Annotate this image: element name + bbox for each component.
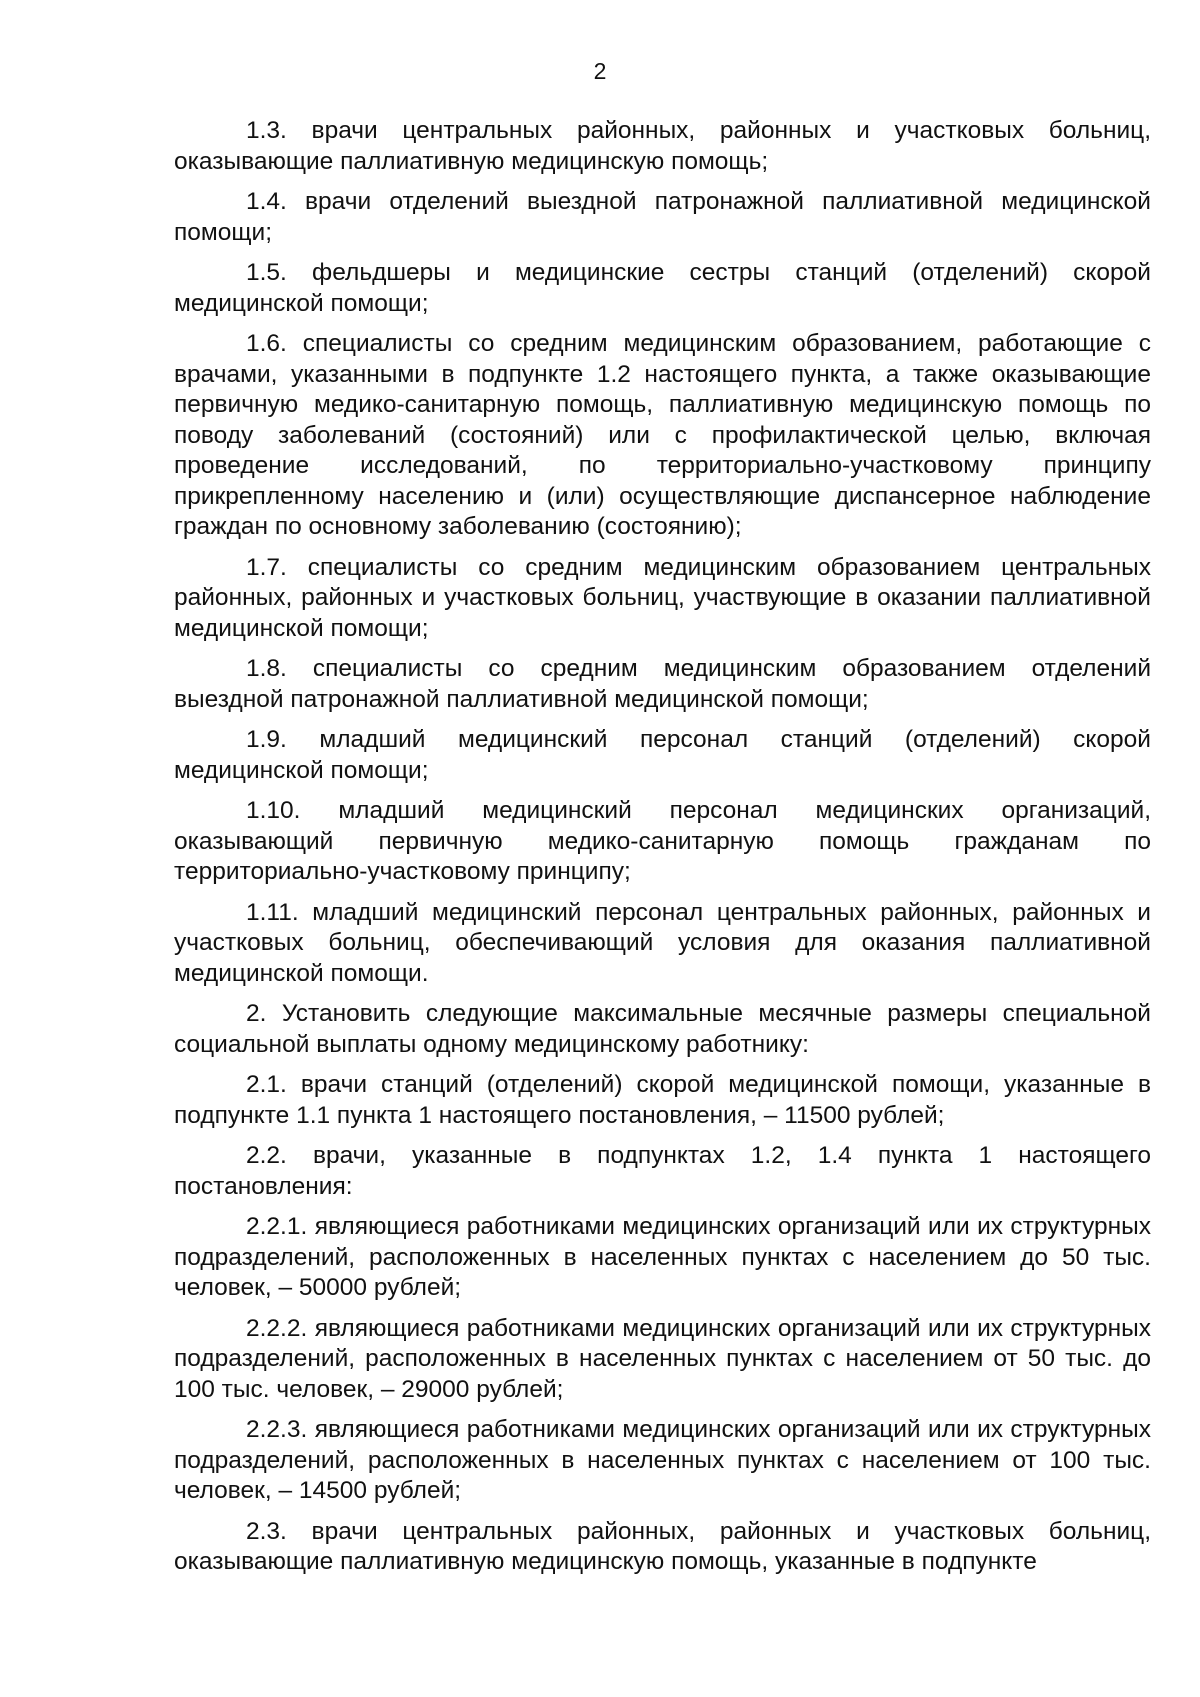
- paragraph-2-1: 2.1. врачи станций (отделений) скорой медицинской помощи, указанные в подпункте 1.1 пункта 1 настоящего постановления, – 11500 рублей;: [174, 1071, 1151, 1129]
- paragraph-2-3: 2.3. врачи центральных районных, районных и участковых больниц, оказывающие паллиативную медицинскую помощь, указанные в подпункте: [174, 1517, 1151, 1575]
- paragraph-2: 2. Установить следующие максимальные месячные размеры специальной социальной выплаты одному медицинскому работнику:: [174, 1000, 1151, 1058]
- document-body: [174, 116, 1151, 1588]
- paragraph-2-2-2: 2.2.2. являющиеся работниками медицинских организаций или их структурных подразделений, расположенных в населенных пунктах с населением от 50 тыс. до 100 тыс. человек, – 29000 рублей;: [174, 1314, 1151, 1403]
- paragraph-2-2: 2.2. врачи, указанные в подпунктах 1.2, 1.4 пункта 1 настоящего постановления:: [174, 1142, 1151, 1200]
- paragraph-1-9: 1.9. младший медицинский персонал станций (отделений) скорой медицинской помощи;: [174, 726, 1151, 784]
- paragraph-1-4: 1.4. врачи отделений выездной патронажной паллиативной медицинской помощи;: [174, 188, 1151, 246]
- paragraph-2-2-1: 2.2.1. являющиеся работниками медицинских организаций или их структурных подразделений, расположенных в населенных пунктах с населением до 50 тыс. человек, – 50000 рублей;: [174, 1213, 1151, 1301]
- paragraph-1-6: 1.6. специалисты со средним медицинским образованием, работающие с врачами, указанными в подпункте 1.2 настоящего пункта, а также оказывающие первичную медико-санитарную помощь, паллиативную медицинскую помощь по поводу заболеваний (состояний) или с профилактической целью, включая проведение исследований, по территориально-участковому принципу прикрепленному населению и (или) осуществляющие диспансерное наблюдение граждан по основному заболеванию (состоянию);: [174, 330, 1151, 540]
- page-number: 2: [593, 58, 607, 84]
- paragraph-1-10: 1.10. младший медицинский персонал медицинских организаций, оказывающий первичную медико-санитарную помощь гражданам по территориально-участковому принципу;: [174, 797, 1151, 885]
- paragraph-1-11: 1.11. младший медицинский персонал центральных районных, районных и участковых больниц, обеспечивающий условия для оказания паллиативной медицинской помощи.: [174, 898, 1151, 987]
- paragraph-1-8: 1.8. специалисты со средним медицинским образованием отделений выездной патронажной паллиативной медицинской помощи;: [174, 655, 1151, 713]
- paragraph-1-3: 1.3. врачи центральных районных, районных и участковых больниц, оказывающие паллиативную медицинскую помощь;: [174, 117, 1151, 175]
- paragraph-1-7: 1.7. специалисты со средним медицинским образованием центральных районных, районных и участковых больниц, участвующие в оказании паллиативной медицинской помощи;: [174, 553, 1151, 642]
- paragraph-1-5: 1.5. фельдшеры и медицинские сестры станций (отделений) скорой медицинской помощи;: [174, 259, 1151, 317]
- paragraph-2-2-3: 2.2.3. являющиеся работниками медицинских организаций или их структурных подразделений, расположенных в населенных пунктах с населением от 100 тыс. человек, – 14500 рублей;: [174, 1416, 1151, 1504]
